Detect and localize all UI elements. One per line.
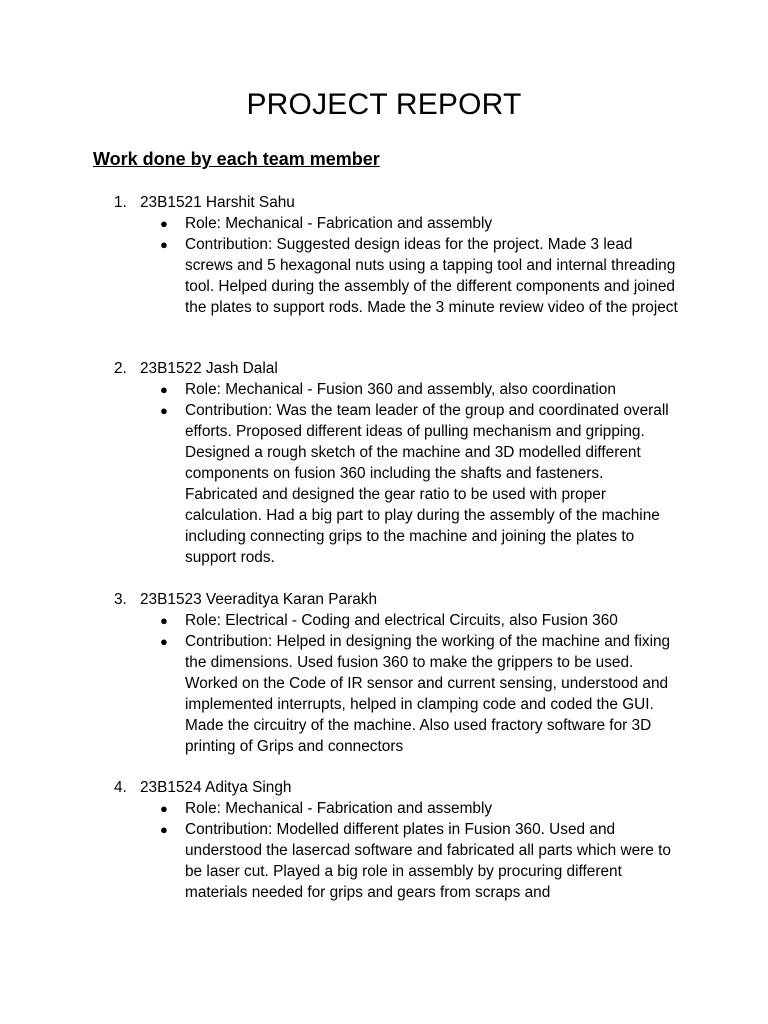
list-number: 1. — [114, 194, 127, 211]
role-item — [160, 610, 680, 631]
bullet-icon: ● — [160, 801, 168, 816]
member-name: 23B1522 Jash Dalal — [140, 360, 278, 377]
list-number: 2. — [114, 360, 127, 377]
role-item — [160, 798, 680, 819]
role-text: Role: Mechanical - Fabrication and assembly — [185, 800, 493, 817]
contribution-item — [160, 400, 680, 568]
list-number: 3. — [114, 591, 127, 608]
bullet-icon: ● — [160, 237, 168, 252]
bullet-icon: ● — [160, 216, 168, 231]
role-text: Role: Electrical - Coding and electrical Circuits, also Fusion 360 — [185, 612, 618, 629]
contribution-item — [160, 819, 680, 903]
member-name: 23B1523 Veeraditya Karan Parakh — [140, 591, 378, 608]
bullet-icon: ● — [160, 382, 168, 397]
list-number: 4. — [114, 779, 127, 796]
role-item — [160, 213, 680, 234]
member-name-line — [114, 192, 295, 213]
page-title: PROJECT REPORT — [246, 88, 522, 121]
member-name: 23B1524 Aditya Singh — [140, 779, 292, 796]
member-name-line — [114, 358, 278, 379]
member-name: 23B1521 Harshit Sahu — [140, 194, 295, 211]
contribution-text: Contribution: Helped in designing the working of the machine and fixing the dimensions. Used fusion 360 to make the grippers to be used. Worked on the Code of IR sensor and current sensing, understood and implemented interrupts, helped in clamping code and coded the GUI. Made the circuitry of the machine. Also used fractory software for 3D printing of Grips and connectors — [185, 633, 671, 755]
contribution-text: Contribution: Suggested design ideas for the project. Made 3 lead screws and 5 hexagonal nuts using a tapping tool and internal threading tool. Helped during the assembly of the different components and joined the plates to support rods. Made the 3 minute review video of the project — [185, 236, 678, 316]
member-bullet-list — [160, 798, 680, 903]
contribution-item — [160, 234, 680, 318]
member-bullet-list — [160, 213, 680, 318]
role-text: Role: Mechanical - Fabrication and assembly — [185, 215, 493, 232]
section-heading: Work done by each team member — [93, 149, 380, 169]
member-bullet-list — [160, 610, 680, 757]
member-name-line — [114, 589, 377, 610]
member-name-line — [114, 777, 291, 798]
contribution-text: Contribution: Was the team leader of the group and coordinated overall efforts. Proposed different ideas of pulling mechanism and gripping. Designed a rough sketch of the machine and 3D modelled different components on fusion 360 including the shafts and fasteners. Fabricated and designed the gear ratio to be used with proper calculation. Had a big part to play during the assembly of the machine including connecting grips to the machine and joining the plates to support rods. — [185, 402, 669, 566]
contribution-item — [160, 631, 680, 757]
bullet-icon: ● — [160, 613, 168, 628]
bullet-icon: ● — [160, 822, 168, 837]
bullet-icon: ● — [160, 634, 168, 649]
contribution-text: Contribution: Modelled different plates in Fusion 360. Used and understood the lasercad software and fabricated all parts which were to be laser cut. Played a big role in assembly by procuring different materials needed for grips and gears from scraps and — [185, 821, 671, 901]
role-item — [160, 379, 680, 400]
role-text: Role: Mechanical - Fusion 360 and assembly, also coordination — [185, 381, 616, 398]
bullet-icon: ● — [160, 403, 168, 418]
member-bullet-list — [160, 379, 680, 568]
